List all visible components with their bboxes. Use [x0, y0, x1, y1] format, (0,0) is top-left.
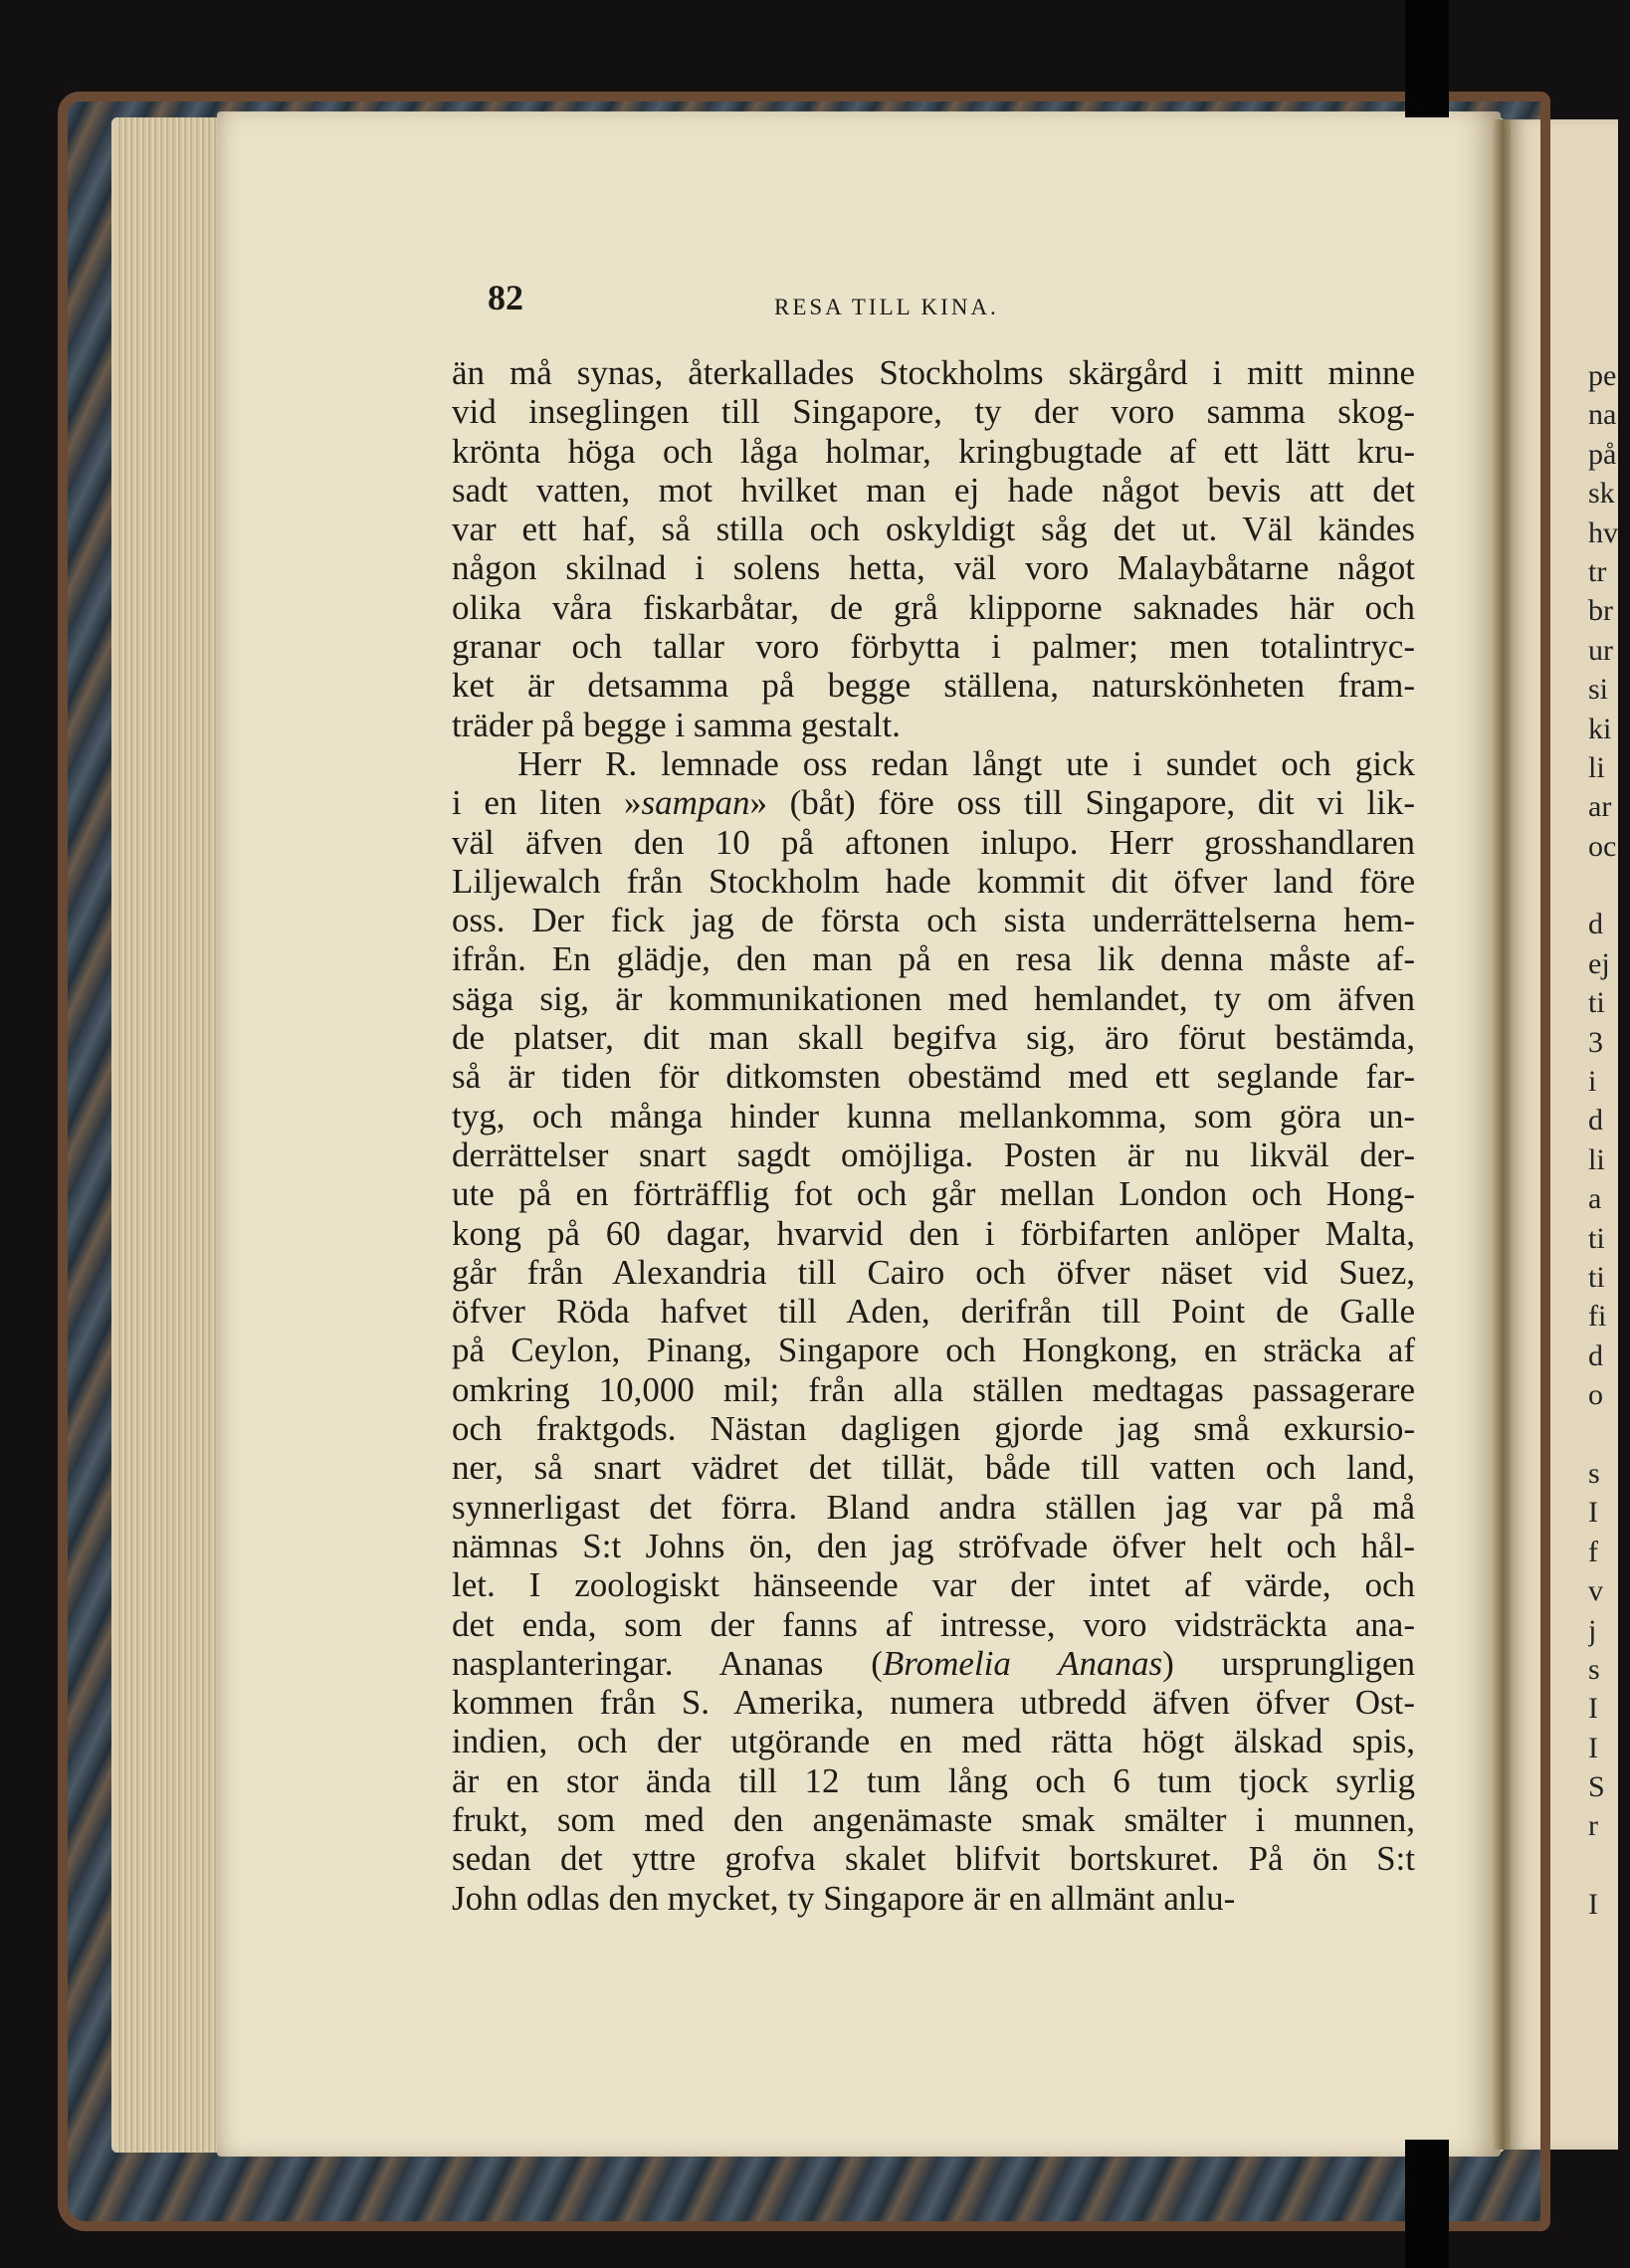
text-line: de platser, dit man skall begifva sig, äro förut bestämda, — [452, 1018, 1415, 1058]
facing-page-fragment: i — [1588, 1065, 1597, 1099]
text-line: i en liten »sampan» (båt) före oss till Singapore, dit vi lik- — [452, 783, 1415, 823]
text-line: ifrån. En glädje, den man på en resa lik denna måste af- — [452, 939, 1415, 979]
facing-page-fragment: tr — [1588, 554, 1607, 588]
text-line: och fraktgods. Nästan dagligen gjorde jag små exkursio- — [452, 1409, 1415, 1449]
facing-page-fragment: ur — [1588, 633, 1613, 667]
facing-page-fragment: pe — [1588, 359, 1617, 392]
facing-page-fragment: br — [1588, 594, 1613, 628]
text-line: derrättelser snart sagdt omöjliga. Posten är nu likväl der- — [452, 1134, 1415, 1174]
facing-page-fragment: I — [1588, 1496, 1598, 1530]
facing-page-fragment: j — [1588, 1613, 1597, 1647]
text-line: säga sig, är kommunikationen med hemlandet, ty om äfven — [452, 978, 1415, 1018]
facing-page-fragment: s — [1588, 1652, 1600, 1686]
facing-page-fragment — [1588, 866, 1628, 905]
facing-page-fragment — [1588, 1846, 1628, 1885]
text-line: så är tiden för ditkomsten obestämd med ett seglande far- — [452, 1057, 1415, 1097]
facing-page-fragment: ti — [1588, 986, 1605, 1020]
facing-page-fragment: li — [1588, 1142, 1605, 1176]
facing-page-fragment: I — [1588, 1888, 1598, 1922]
text-line: olika våra fiskarbåtar, de grå klipporne saknades här och — [452, 587, 1415, 627]
text-line: Herr R. lemnade oss redan långt ute i sundet och gick — [517, 743, 1415, 783]
text-line: krönta höga och låga holmar, kringbugtade af ett lätt kru- — [452, 431, 1415, 471]
facing-page-fragment: o — [1588, 1378, 1603, 1412]
facing-page-fragment: hv — [1588, 515, 1618, 549]
facing-page-fragment: 3 — [1588, 1025, 1603, 1059]
text-line: nasplanteringar. Ananas (Bromelia Ananas) ursprungligen — [452, 1643, 1415, 1683]
facing-page-fragment: ej — [1588, 946, 1610, 980]
text-line: någon skilnad i solens hetta, väl voro Malaybåtarne något — [452, 548, 1415, 588]
text-line: är en stor ända till 12 tum lång och 6 tum tjock syrlig — [452, 1760, 1415, 1800]
text-line: oss. Der fick jag de första och sista underrättelserna hem- — [452, 901, 1415, 940]
scan-divider-bottom — [1405, 2140, 1449, 2268]
text-line: omkring 10,000 mil; från alla ställen medtagas passagerare — [452, 1369, 1415, 1409]
facing-page-text — [1588, 356, 1628, 1925]
scan-divider-top — [1405, 0, 1449, 117]
body-text — [452, 353, 1415, 1918]
text-line: ner, så snart vädret det tillät, både till vatten och land, — [452, 1448, 1415, 1488]
text-line: sadt vatten, mot hvilket man ej hade något bevis att det — [452, 470, 1415, 510]
facing-page-fragment: S — [1588, 1770, 1605, 1804]
text-line: kommen från S. Amerika, numera utbredd äfven öfver Ost- — [452, 1683, 1415, 1723]
text-line: frukt, som med den angenämaste smak smälter i munnen, — [452, 1799, 1415, 1839]
text-line: granar och tallar voro förbytta i palmer; men totalintryc- — [452, 627, 1415, 667]
facing-page-fragment: oc — [1588, 829, 1617, 863]
text-line: synnerligast det förra. Bland andra ställen jag var på må — [452, 1487, 1415, 1527]
facing-page-fragment: li — [1588, 750, 1605, 784]
text-line: väl äfven den 10 på aftonen inlupo. Herr grosshandlaren — [452, 822, 1415, 862]
facing-page-fragment: d — [1588, 908, 1603, 941]
facing-page-fragment: d — [1588, 1339, 1603, 1372]
facing-page-fragment: på — [1588, 437, 1617, 471]
facing-page-fragment — [1588, 1415, 1628, 1454]
text-line: ute på en förträfflig fot och går mellan London och Hong- — [452, 1174, 1415, 1214]
running-head: RESA TILL KINA. — [774, 295, 999, 319]
facing-page-fragment: a — [1588, 1182, 1602, 1216]
facing-page-fragment: sk — [1588, 477, 1615, 511]
text-line: let. I zoologiskt hänseende var der intet af värde, och — [452, 1565, 1415, 1605]
facing-page-fragment: ti — [1588, 1260, 1605, 1294]
page-number: 82 — [488, 278, 523, 317]
text-line: på Ceylon, Pinang, Singapore och Hongkong, en sträcka af — [452, 1331, 1415, 1370]
facing-page-fragment: fi — [1588, 1300, 1607, 1334]
text-line: det enda, som der fanns af intresse, voro vidsträckta ana- — [452, 1604, 1415, 1644]
text-line: går från Alexandria till Cairo och öfver näset vid Suez, — [452, 1252, 1415, 1292]
facing-page-fragment: I — [1588, 1731, 1598, 1764]
facing-page-fragment: ki — [1588, 712, 1612, 745]
facing-page-fragment: na — [1588, 398, 1617, 432]
facing-page-fragment: I — [1588, 1692, 1598, 1726]
facing-page-fragment: r — [1588, 1809, 1598, 1843]
text-line: kong på 60 dagar, hvarvid den i förbifarten anlöper Malta, — [452, 1213, 1415, 1253]
text-line: indien, och der utgörande en med rätta högt älskad spis, — [452, 1722, 1415, 1761]
facing-page-fragment: si — [1588, 673, 1609, 707]
facing-page-fragment: s — [1588, 1456, 1600, 1490]
facing-page-fragment: ti — [1588, 1221, 1605, 1255]
text-line: än må synas, återkallades Stockholms skärgård i mitt minne — [452, 353, 1415, 392]
text-line: John odlas den mycket, ty Singapore är en allmänt anlu- — [452, 1878, 1236, 1918]
text-line: nämnas S:t Johns ön, den jag ströfvade öfver helt och hål- — [452, 1526, 1415, 1565]
text-line: vid inseglingen till Singapore, ty der voro samma skog- — [452, 392, 1415, 432]
text-line: tyg, och många hinder kunna mellankomma, som göra un- — [452, 1096, 1415, 1135]
text-line: ket är detsamma på begge ställena, naturskönheten fram- — [452, 666, 1415, 706]
facing-page-fragment: f — [1588, 1535, 1598, 1568]
facing-page-fragment: ar — [1588, 790, 1612, 824]
text-line: var ett haf, så stilla och oskyldigt såg det ut. Väl kändes — [452, 510, 1415, 549]
facing-page-fragment: d — [1588, 1104, 1603, 1137]
text-line: träder på begge i samma gestalt. — [452, 705, 901, 744]
text-line: sedan det yttre grofva skalet blifvit bortskuret. På ön S:t — [452, 1839, 1415, 1879]
text-line: öfver Röda hafvet till Aden, derifrån till Point de Galle — [452, 1292, 1415, 1332]
facing-page-fragment: v — [1588, 1574, 1603, 1608]
text-line: Liljewalch från Stockholm hade kommit dit öfver land före — [452, 861, 1415, 901]
